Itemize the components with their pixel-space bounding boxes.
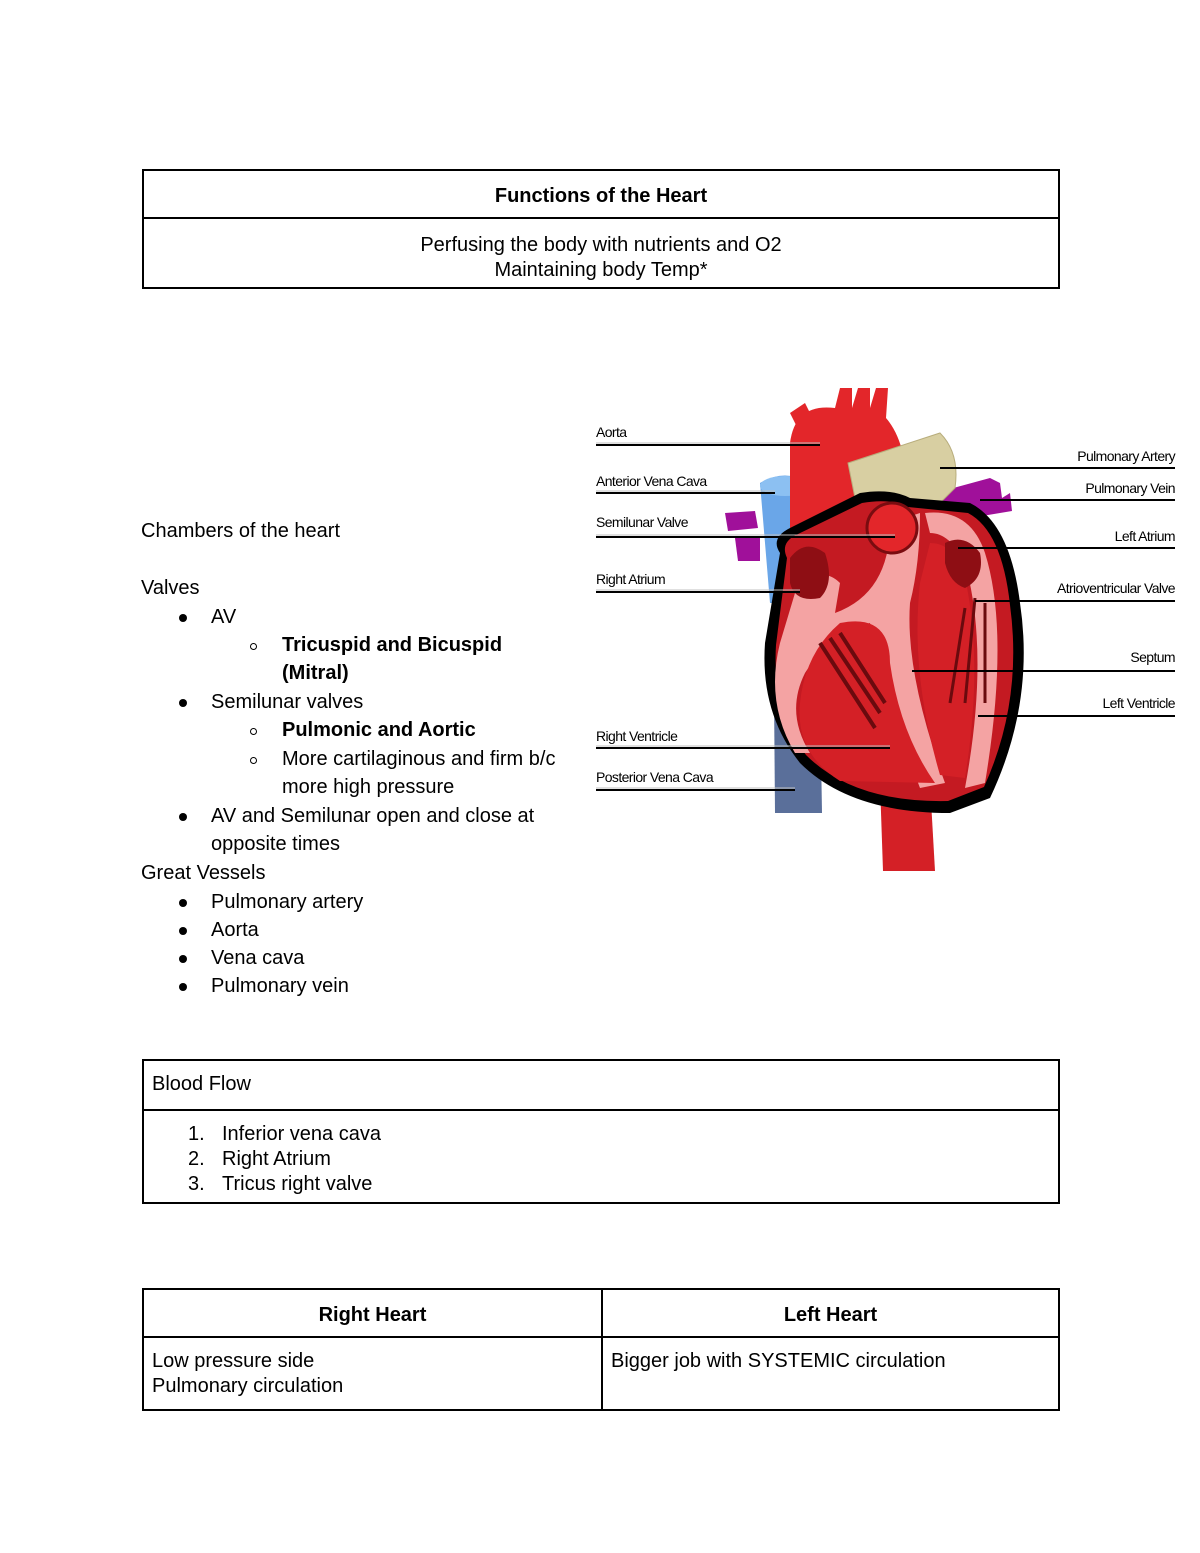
list-item-opposite: AV and Semilunar open and close at (211, 805, 535, 827)
label-posterior-vena-cava: Posterior Vena Cava (596, 769, 714, 785)
list-item-mitral: (Mitral) (282, 662, 349, 684)
semilunar-valve-shape (867, 503, 917, 553)
bullet-icon (179, 927, 187, 935)
functions-line: Perfusing the body with nutrients and O2 (420, 234, 782, 256)
bullet-icon (179, 899, 187, 907)
bullet-icon (179, 813, 187, 821)
list-item-vessel: Pulmonary artery (211, 891, 364, 913)
label-right-atrium: Right Atrium (596, 571, 666, 587)
valves-heading: Valves (141, 577, 200, 599)
heart-sides-table (142, 1288, 1060, 1411)
label-pulmonary-vein: Pulmonary Vein (1085, 480, 1175, 496)
list-text: Tricus right valve (222, 1173, 373, 1195)
label-septum: Septum (1130, 649, 1175, 665)
great-vessels-heading: Great Vessels (141, 862, 266, 884)
list-item-vessel: Vena cava (211, 947, 305, 969)
right-heart-column (144, 1290, 601, 1409)
list-item-pulmonic: Pulmonic and Aortic (282, 719, 476, 741)
blood-flow-header: Blood Flow (152, 1073, 251, 1095)
circle-bullet-icon (250, 728, 257, 735)
list-item-opposite-cont: opposite times (211, 833, 340, 855)
list-item (188, 1122, 1058, 1147)
label-atrioventricular-valve: Atrioventricular Valve (1056, 580, 1175, 596)
list-item-semilunar: Semilunar valves (211, 691, 364, 713)
functions-line: Maintaining body Temp* (494, 259, 708, 281)
pulmonary-vein-left-lower (735, 538, 760, 561)
left-heart-column (601, 1290, 1058, 1409)
chambers-heading: Chambers of the heart (141, 520, 340, 542)
label-aorta: Aorta (596, 424, 627, 440)
bullet-icon (179, 955, 187, 963)
label-left-atrium: Left Atrium (1114, 528, 1175, 544)
list-item-cartilage-cont: more high pressure (282, 776, 455, 798)
list-text: Inferior vena cava (222, 1123, 381, 1145)
heart-illustration (725, 388, 1024, 871)
pulmonary-vein-left (725, 511, 758, 531)
list-text: Right Atrium (222, 1148, 331, 1170)
right-heart-header: Right Heart (144, 1290, 601, 1338)
list-item-av: AV (211, 606, 237, 628)
functions-body (144, 217, 1058, 287)
list-item (188, 1172, 1058, 1197)
bullet-icon (179, 614, 187, 622)
label-pulmonary-artery: Pulmonary Artery (1077, 448, 1175, 464)
list-item-vessel: Pulmonary vein (211, 975, 349, 997)
blood-flow-list (144, 1109, 1058, 1202)
left-heart-body (603, 1338, 1058, 1374)
list-item-tricuspid: Tricuspid and Bicuspid (282, 634, 503, 656)
functions-header: Functions of the Heart (494, 185, 708, 207)
right-heart-body (144, 1338, 601, 1399)
left-heart-line: Bigger job with SYSTEMIC circulation (611, 1350, 946, 1372)
bullet-icon (179, 983, 187, 991)
circle-bullet-icon (250, 643, 257, 650)
label-right-ventricle: Right Ventricle (596, 728, 678, 744)
blood-flow-table (142, 1059, 1060, 1204)
bullet-icon (179, 699, 187, 707)
right-heart-line: Pulmonary circulation (152, 1375, 344, 1397)
circle-bullet-icon (250, 757, 257, 764)
list-item-vessel: Aorta (211, 919, 259, 941)
list-item-cartilage: More cartilaginous and firm b/c (282, 748, 556, 770)
left-heart-header: Left Heart (603, 1290, 1058, 1338)
list-number: 1. (188, 1123, 205, 1145)
label-semilunar-valve: Semilunar Valve (596, 514, 688, 530)
heart-diagram (590, 383, 1190, 883)
functions-table (142, 169, 1060, 289)
label-left-ventricle: Left Ventricle (1102, 695, 1175, 711)
right-heart-line: Low pressure side (152, 1350, 315, 1372)
list-item (188, 1147, 1058, 1172)
label-anterior-vena-cava: Anterior Vena Cava (596, 473, 707, 489)
heart-sides-grid (144, 1290, 1058, 1409)
list-number: 3. (188, 1173, 205, 1195)
list-number: 2. (188, 1148, 205, 1170)
